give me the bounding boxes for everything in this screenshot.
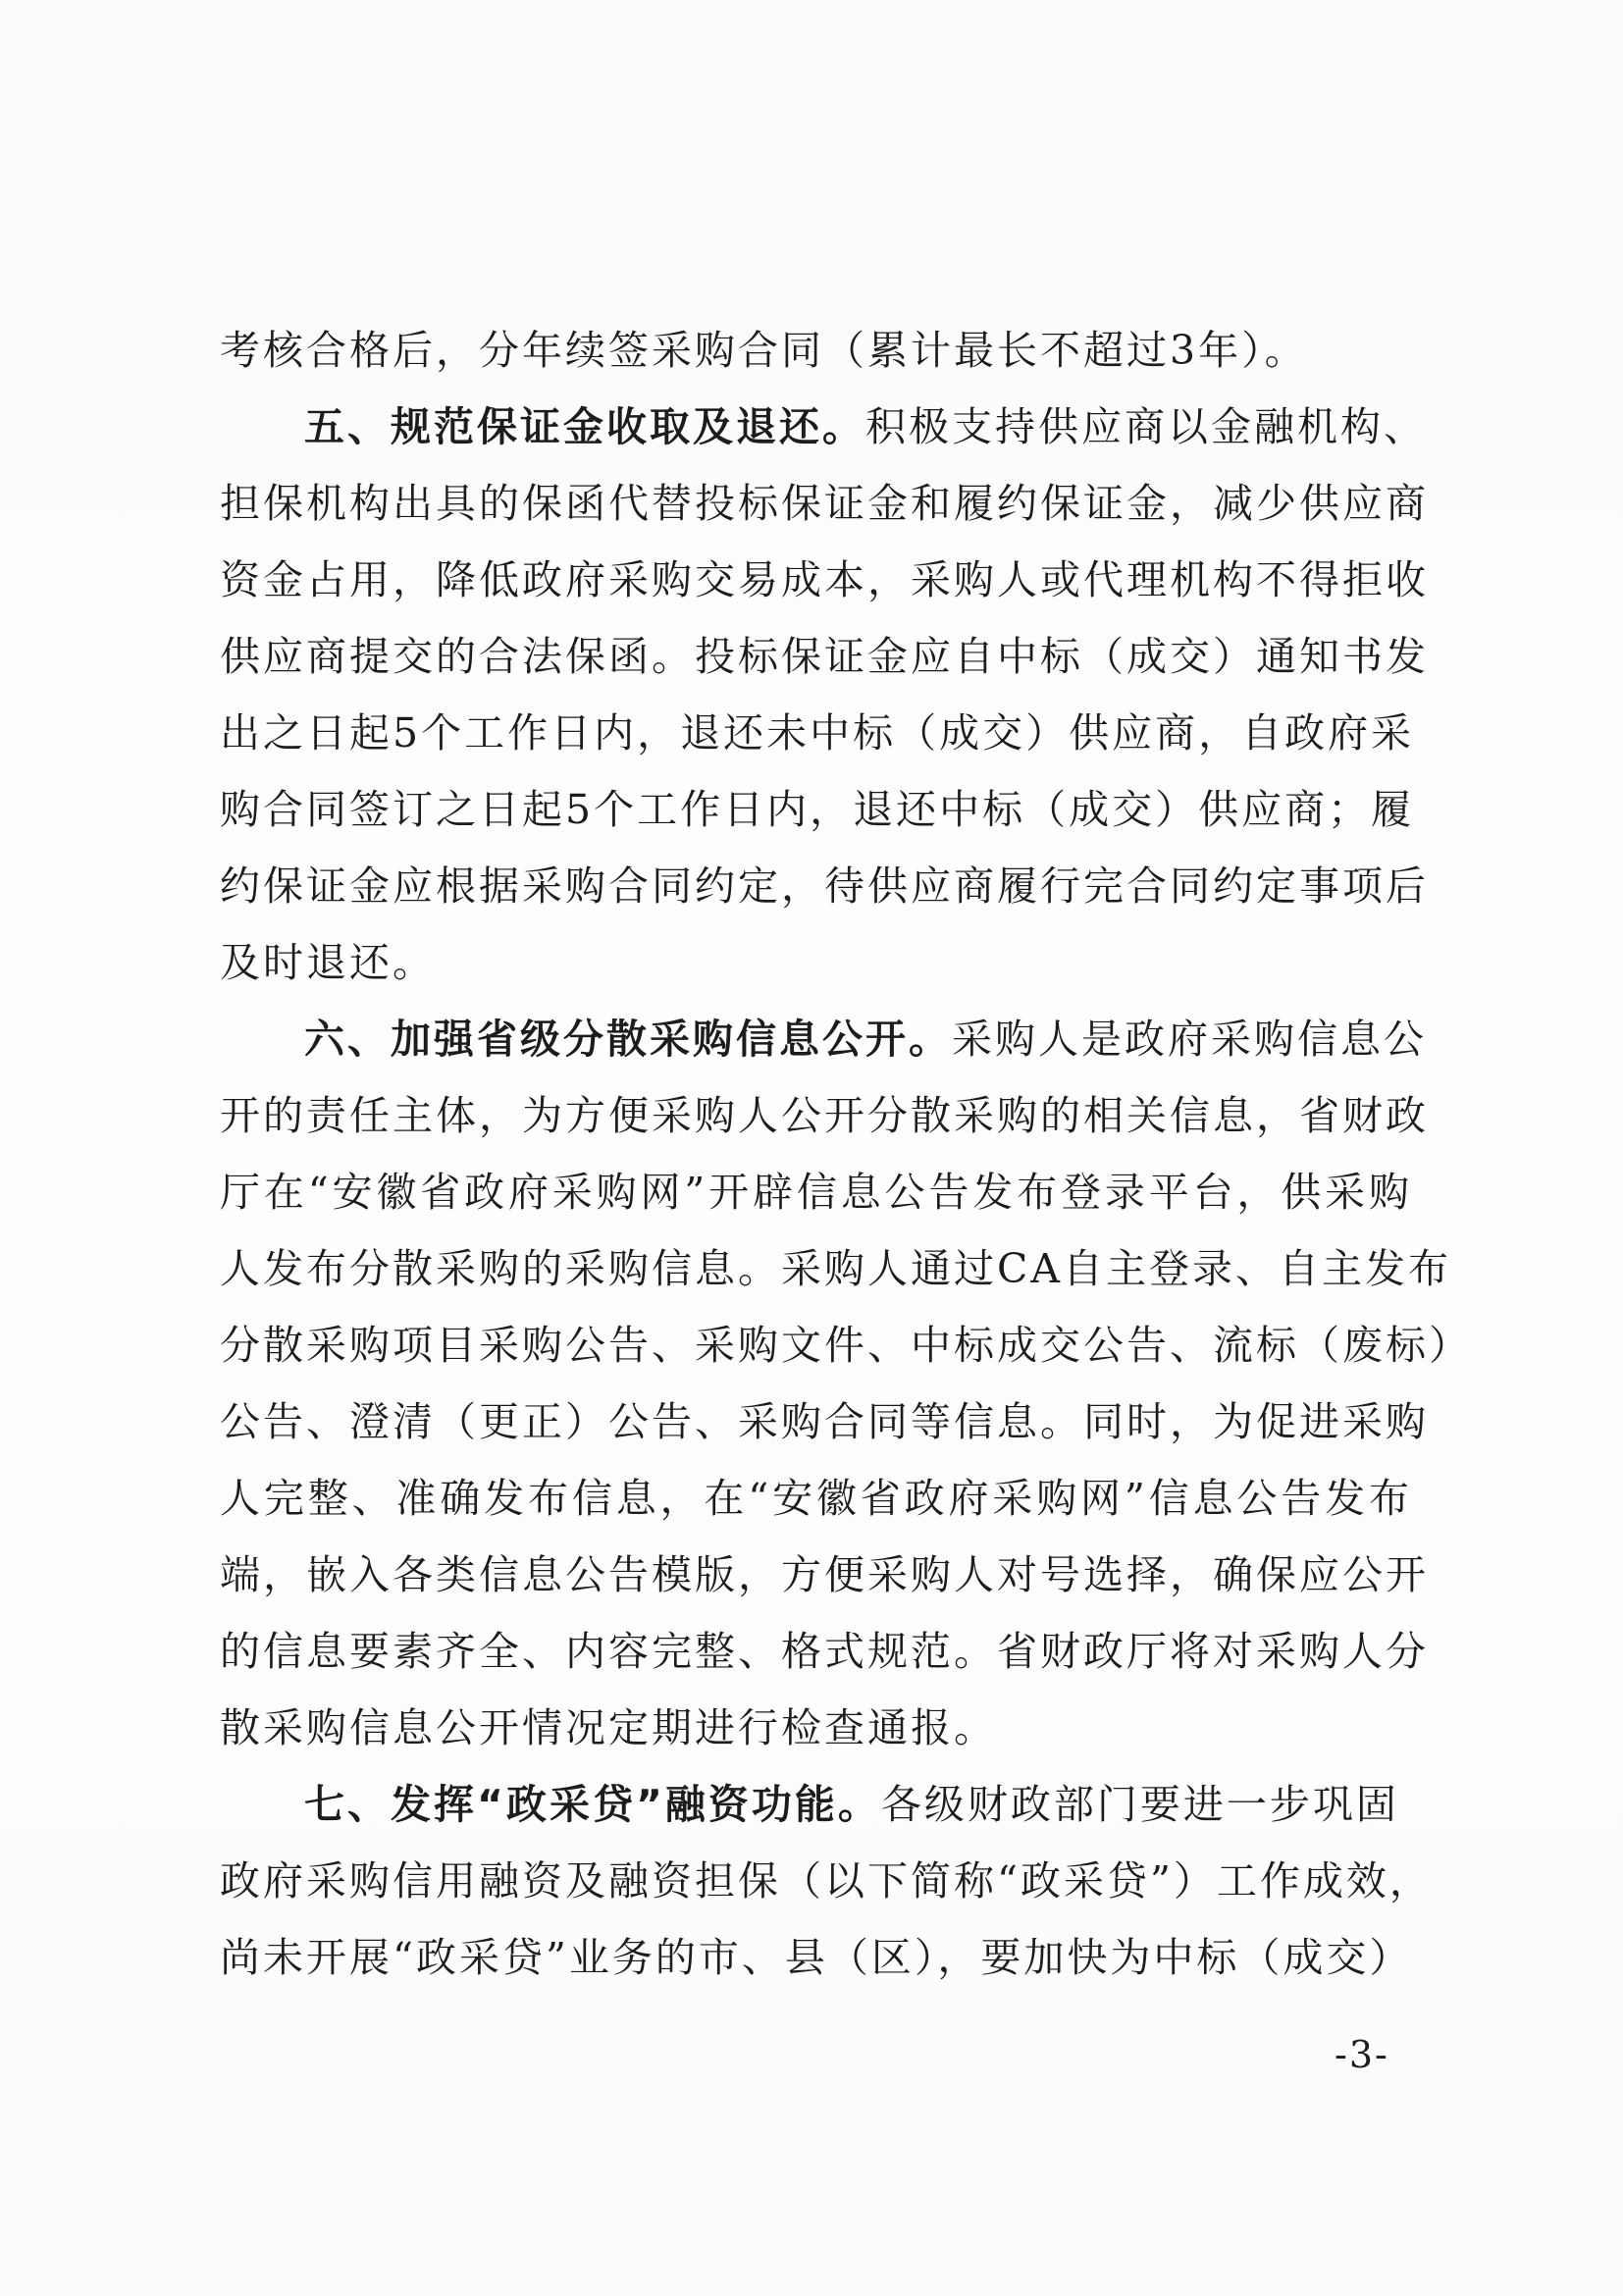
paragraph-text: 及时退还。 xyxy=(220,939,436,986)
paragraph-line xyxy=(220,1230,1451,1307)
paragraph-text: 积极支持供应商以金融机构、 xyxy=(865,403,1427,450)
paragraph-line xyxy=(220,848,1429,924)
paragraph-text: 购合同签订之日起5个工作日内，退还中标（成交）供应商；履 xyxy=(220,786,1415,833)
paragraph-text: 人完整、准确发布信息，在“安徽省政府采购网”信息公告发布 xyxy=(220,1475,1412,1522)
paragraph-text: 政府采购信用融资及融资担保（以下简称“政采贷”）工作成效， xyxy=(220,1857,1433,1905)
paragraph-line xyxy=(220,1537,1429,1613)
paragraph-line xyxy=(220,1154,1412,1230)
paragraph-text: 的信息要素齐全、内容完整、格式规范。省财政厅将对采购人分 xyxy=(220,1628,1429,1675)
paragraph-text: 散采购信息公开情况定期进行检查通报。 xyxy=(220,1704,997,1751)
paragraph-line xyxy=(220,924,1412,1001)
section-heading-line xyxy=(220,389,1427,465)
paragraph-text: 尚未开展“政采贷”业务的市、县（区），要加快为中标（成交） xyxy=(220,1934,1413,1981)
paragraph-line xyxy=(220,1843,1433,1919)
paragraph-line xyxy=(220,1690,1412,1766)
section-heading-line xyxy=(220,1766,1412,1843)
paragraph-line xyxy=(220,312,1412,389)
paragraph-line xyxy=(220,1383,1429,1460)
paragraph-text: 各级财政部门要进一步巩固 xyxy=(880,1781,1399,1828)
paragraph-line xyxy=(220,465,1429,542)
paragraph-text: 约保证金应根据采购合同约定，待供应商履行完合同约定事项后 xyxy=(220,862,1429,910)
section-heading: 五、规范保证金收取及退还。 xyxy=(304,403,865,450)
paragraph-line xyxy=(220,695,1415,771)
paragraph-text: 人发布分散采购的采购信息。采购人通过CA自主登录、自主发布 xyxy=(220,1245,1451,1292)
paragraph-line xyxy=(220,771,1415,848)
paragraph-line xyxy=(220,1613,1429,1690)
paragraph-text: 分散采购项目采购公告、采购文件、中标成交公告、流标（废标） xyxy=(220,1322,1472,1369)
paragraph-line xyxy=(220,1307,1472,1383)
paragraph-text: 公告、澄清（更正）公告、采购合同等信息。同时，为促进采购 xyxy=(220,1398,1429,1445)
document-body xyxy=(220,312,1472,1996)
section-heading-line xyxy=(220,1001,1427,1077)
paragraph-text: 端，嵌入各类信息公告模版，方便采购人对号选择，确保应公开 xyxy=(220,1551,1429,1598)
paragraph-text: 担保机构出具的保函代替投标保证金和履约保证金，减少供应商 xyxy=(220,480,1429,527)
paragraph-text: 资金占用，降低政府采购交易成本，采购人或代理机构不得拒收 xyxy=(220,556,1429,603)
paragraph-line xyxy=(220,618,1429,695)
paragraph-line xyxy=(220,1460,1412,1537)
paragraph-line xyxy=(220,1077,1429,1154)
paragraph-text: 考核合格后，分年续签采购合同（累计最长不超过3年）。 xyxy=(220,327,1308,374)
section-heading: 六、加强省级分散采购信息公开。 xyxy=(304,1016,952,1063)
paragraph-line xyxy=(220,1919,1412,1996)
paragraph-text: 采购人是政府采购信息公 xyxy=(952,1016,1427,1063)
paragraph-text: 供应商提交的合法保函。投标保证金应自中标（成交）通知书发 xyxy=(220,633,1429,680)
section-heading: 七、发挥“政采贷”融资功能。 xyxy=(304,1781,881,1828)
paragraph-line xyxy=(220,542,1429,618)
paragraph-text: 出之日起5个工作日内，退还未中标（成交）供应商，自政府采 xyxy=(220,709,1415,757)
paragraph-text: 厅在“安徽省政府采购网”开辟信息公告发布登录平台，供采购 xyxy=(220,1169,1412,1216)
paragraph-text: 开的责任主体，为方便采购人公开分散采购的相关信息，省财政 xyxy=(220,1092,1429,1139)
page-number: -3- xyxy=(1335,2033,1389,2076)
